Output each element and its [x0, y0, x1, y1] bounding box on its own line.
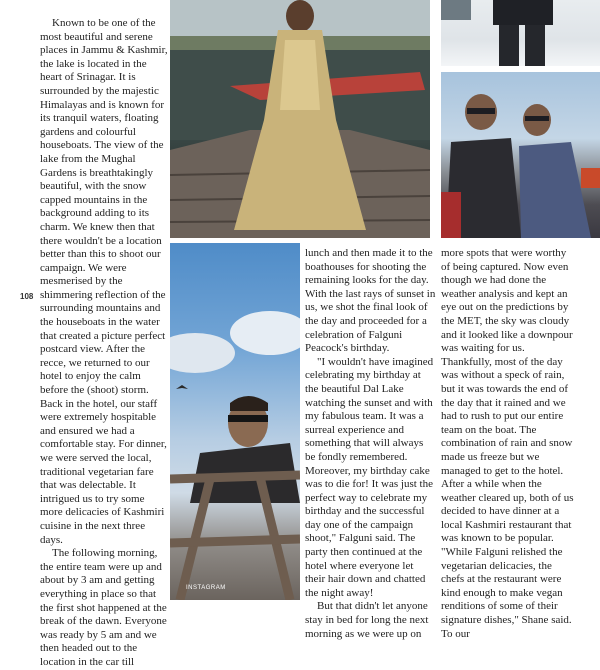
article-column-2 [305, 247, 436, 641]
photo-snow-scene [441, 0, 600, 66]
article-column-3 [441, 247, 575, 641]
paragraph: lunch and then made it to the boathouses for shooting the remaining looks for the day. With the last rays of sunset in us, we shot the final look of the day and proceeded for a celebration of Falguni Peacock's birthday. [305, 247, 436, 355]
article-column-1 [40, 17, 168, 670]
photo-illustration [441, 0, 600, 66]
photo-illustration [170, 0, 430, 238]
photo-caption: INSTAGRAM [186, 585, 226, 591]
photo-illustration [170, 243, 300, 600]
paragraph: The following morning, the entire team were up and about by 3 am and getting everything in place so that the first shot happened at the break of the dawn. Everyone was ready by 5 am and we then headed out to the location in the car till [40, 547, 167, 668]
paragraph: But that didn't let anyone stay in bed for long the next morning as we were up on [305, 600, 429, 640]
paragraph: "I wouldn't have imagined celebrating my birthday at the beautiful Dal Lake watching the sunset and with my fabulous team. It was a surreal experience and something that will always be fondly remembered. Moreover, my birthday cake was to die for! It was just the perfect way to celebrate my birthday and the successful day one of the campaign shoot," Falguni said. The party then continued at the hotel where everyone let their hair down and chatted the night away! [305, 355, 434, 599]
photo-two-men [441, 72, 600, 238]
photo-bride-on-boat [170, 0, 430, 238]
paragraph: Known to be one of the most beautiful and serene places in Jammu & Kashmir, the lake is located in the heart of Srinagar. It is surrounded by the majestic Himalayas and is known for its tranquil waters, floating gardens and colourful houseboats. The view of the lake from the Mughal Gardens is breathtakingly beautiful, with the snow capped mountains in the background adding to its charm. We knew then that there wouldn't be a location better than this to shoot our campaign. We were mesmerised by the shimmering reflection of the surrounding mountains and the houseboats in the water that created a picture perfect postcard view. After the recce, we returned to our hotel to enjoy the calm before the (shoot) storm. Back in the hotel, our staff were extremely hospitable and ensured we had a comfortable stay. For dinner, we were served the local, traditional vegetarian fare that was delectable. It intrigued us to try some more delicacies of Kashmiri cuisine in the next three days. [40, 17, 168, 546]
photo-illustration [441, 72, 600, 238]
photo-man-sunglasses [170, 243, 300, 600]
paragraph: more spots that were worthy of being captured. Now even though we had done the weather analysis and kept an eye out on the predictions by the MET, the sky was cloudy and it looked like a downpour was waiting for us. Thankfully, most of the day was without a speck of rain, but it was towards the end of the day that it rained and we had to rush to put our entire team on the boat. The combination of rain and snow made us freeze but we managed to get to the hotel. After a while when the weather cleared up, both of us decided to have dinner at a local Kashmiri restaurant that was known to be popular. "While Falguni relished the vegetarian delicacies, the chefs at the restaurant were kind enough to make vegan renditions of some of their signature dishes," Shane said. To our [441, 247, 574, 640]
page-number: 108 [20, 292, 34, 301]
